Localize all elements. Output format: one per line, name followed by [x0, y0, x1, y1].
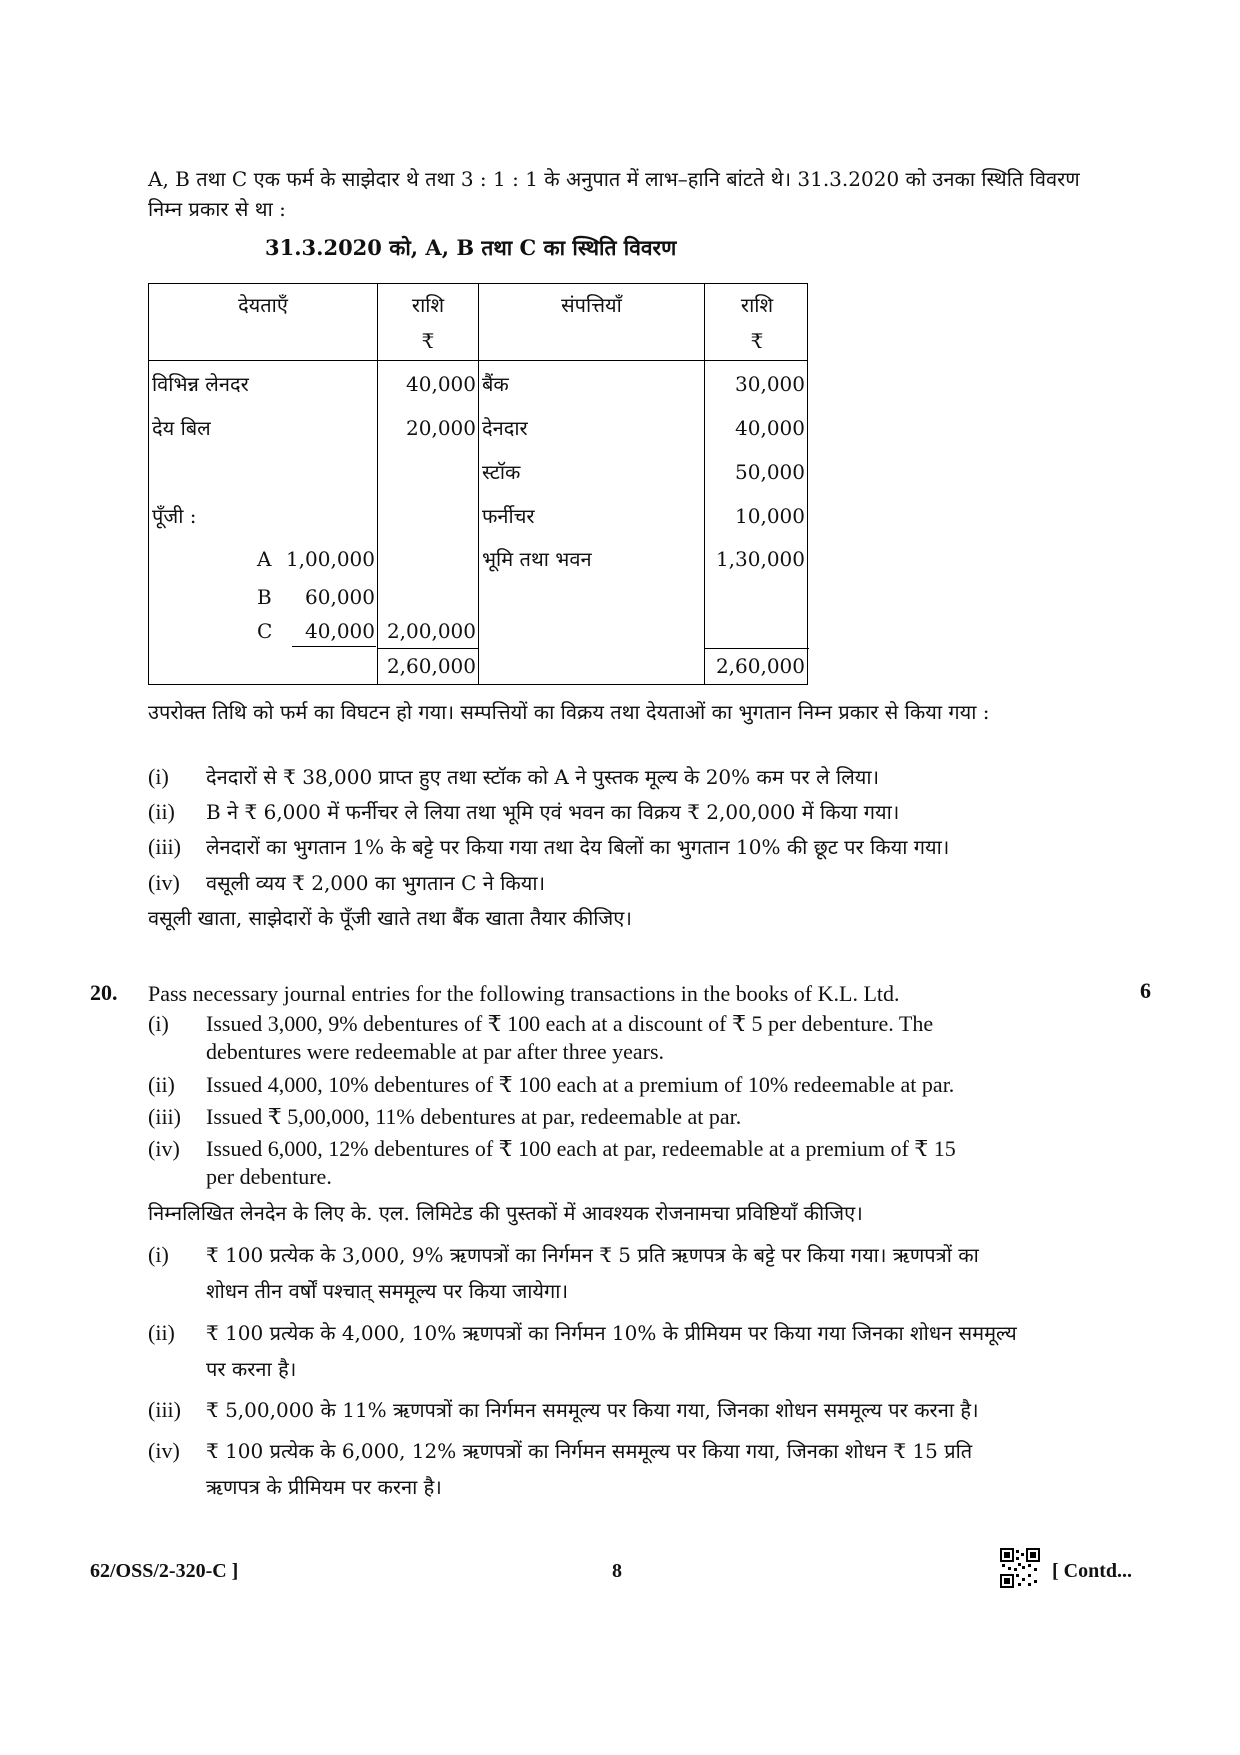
asset-amount: 30,000 [735, 372, 805, 396]
question-text-hi: निम्नलिखित लेनदेन के लिए के. एल. लिमिटेड की पुस्तकों में आवश्यक रोजनामचा प्रविष्टियाँ कीजिए। [148, 1201, 863, 1225]
en-item [148, 1009, 933, 1039]
liability-amount: 20,000 [406, 416, 476, 440]
item-number: (iv) [148, 870, 180, 895]
hi-item [148, 1240, 979, 1270]
item-text: ₹ 5,00,000 के 11% ऋणपत्रों का निर्गमन सममूल्य पर किया गया, जिनका शोधन सममूल्य पर करना है। [206, 1398, 979, 1422]
dissolution-instruction: वसूली खाता, साझेदारों के पूँजी खाते तथा बैंक खाता तैयार कीजिए। [148, 906, 632, 930]
item-text: Issued ₹ 5,00,000, 11% debentures at par, redeemable at par. [206, 1104, 742, 1129]
question-marks: 6 [1140, 978, 1151, 1003]
item-text: ₹ 100 प्रत्येक के 3,000, 9% ऋणपत्रों का निर्गमन ₹ 5 प्रति ऋणपत्र के बट्टे पर किया गया। ऋणपत्रों का [206, 1243, 979, 1267]
header-currency-2: ₹ [750, 329, 764, 353]
page-number: 8 [612, 1560, 622, 1582]
liability-amount: 40,000 [406, 372, 476, 396]
item-number: (iii) [148, 834, 181, 859]
capital-partner: C [257, 619, 273, 643]
item-number: (ii) [148, 1320, 175, 1345]
liability-label: विभिन्न लेनदर [152, 372, 249, 396]
asset-label: स्टॉक [482, 460, 521, 484]
en-item-continuation: debentures were redeemable at par after three years. [206, 1039, 665, 1064]
asset-amount: 40,000 [735, 416, 805, 440]
asset-label: देनदार [482, 416, 528, 440]
capital-underline [292, 646, 376, 647]
item-text: लेनदारों का भुगतान 1% के बट्टे पर किया गया तथा देय बिलों का भुगतान 10% की छूट पर किया गया। [206, 835, 950, 859]
item-number: (ii) [148, 1072, 175, 1097]
capital-value: 60,000 [305, 585, 375, 609]
header-liabilities: देयताएँ [238, 293, 288, 317]
liability-label: देय बिल [152, 416, 211, 440]
capital-partner: B [257, 585, 272, 609]
paper-code: 62/OSS/2-320-C ] [90, 1560, 239, 1582]
hi-item-continuation: ऋणपत्र के प्रीमियम पर करना है। [206, 1475, 442, 1499]
capital-value: 1,00,000 [285, 547, 375, 571]
dissolution-paragraph: उपरोक्त तिथि को फर्म का विघटन हो गया। सम्पत्तियों का विक्रय तथा देयताओं का भुगतान निम्न प्रकार से किया गया : [148, 700, 990, 724]
list-item [148, 797, 899, 827]
item-number: (i) [148, 1011, 169, 1036]
item-text: ₹ 100 प्रत्येक के 4,000, 10% ऋणपत्रों का निर्गमन 10% के प्रीमियम पर किया गया जिनका शोधन सममूल्य [206, 1321, 1017, 1345]
en-item [148, 1102, 741, 1132]
item-number: (iv) [148, 1438, 180, 1463]
item-text: वसूली व्यय ₹ 2,000 का भुगतान C ने किया। [206, 871, 546, 895]
item-text: Issued 4,000, 10% debentures of ₹ 100 each at a premium of 10% redeemable at par. [206, 1072, 955, 1097]
list-item [148, 832, 949, 862]
item-text: Issued 3,000, 9% debentures of ₹ 100 each at a discount of ₹ 5 per debenture. The [206, 1011, 934, 1036]
asset-label: फर्नीचर [482, 504, 535, 528]
capital-value: 40,000 [305, 619, 375, 643]
en-item [148, 1134, 956, 1164]
item-text: Issued 6,000, 12% debentures of ₹ 100 each at par, redeemable at a premium of ₹ 15 [206, 1136, 956, 1161]
hi-item-continuation: पर करना है। [206, 1357, 297, 1381]
en-item-continuation: per debenture. [206, 1164, 332, 1189]
item-number: (iii) [148, 1397, 181, 1422]
list-item [148, 762, 879, 792]
total-line-liabilities [378, 648, 478, 649]
hi-item-continuation: शोधन तीन वर्षों पश्चात् सममूल्य पर किया जायेगा। [206, 1279, 569, 1303]
contd-label: [ Contd... [1052, 1560, 1133, 1582]
capital-partner: A [257, 547, 272, 571]
capital-total: 2,00,000 [386, 619, 476, 643]
hi-item [148, 1436, 972, 1466]
qr-code-icon [1000, 1548, 1040, 1588]
total-line-assets [705, 648, 809, 649]
total-assets: 2,60,000 [715, 654, 805, 678]
list-item [148, 868, 545, 898]
header-currency-1: ₹ [421, 329, 435, 353]
item-text: ₹ 100 प्रत्येक के 6,000, 12% ऋणपत्रों का निर्गमन सममूल्य पर किया गया, जिनका शोधन ₹ 15 प्रति [206, 1439, 973, 1463]
item-number: (i) [148, 764, 169, 789]
item-text: B ने ₹ 6,000 में फर्नीचर ले लिया तथा भूमि एवं भवन का विक्रय ₹ 2,00,000 में किया गया। [206, 800, 900, 824]
capital-label: पूँजी : [152, 504, 197, 528]
item-text: देनदारों से ₹ 38,000 प्राप्त हुए तथा स्टॉक को A ने पुस्तक मूल्य के 20% कम पर ले लिया। [206, 765, 880, 789]
asset-amount: 10,000 [735, 504, 805, 528]
hi-item [148, 1395, 979, 1425]
table-title: 31.3.2020 को, A, B तथा C का स्थिति विवरण [265, 235, 677, 260]
item-number: (iii) [148, 1104, 181, 1129]
hi-item [148, 1318, 1017, 1348]
question-number: 20. [90, 980, 118, 1005]
question-text-en: Pass necessary journal entries for the following transactions in the books of K.L. Ltd. [148, 981, 900, 1006]
asset-amount: 1,30,000 [715, 547, 805, 571]
item-number: (i) [148, 1242, 169, 1267]
header-amount-2: राशि [740, 293, 774, 317]
asset-label: बैंक [482, 372, 509, 396]
total-liabilities: 2,60,000 [386, 654, 476, 678]
header-assets: संपत्तियाँ [561, 293, 622, 317]
balance-sheet-table [148, 283, 808, 685]
intro-paragraph: A, B तथा C एक फर्म के साझेदार थे तथा 3 : 1 : 1 के अनुपात में लाभ–हानि बांटते थे। 31.3.2020 को उनका स्थिति विवरण निम्न प्रकार से था : [148, 167, 1080, 221]
header-amount-1: राशि [411, 293, 445, 317]
en-item [148, 1070, 954, 1100]
item-number: (ii) [148, 799, 175, 824]
item-number: (iv) [148, 1136, 180, 1161]
asset-amount: 50,000 [735, 460, 805, 484]
asset-label: भूमि तथा भवन [482, 547, 592, 571]
